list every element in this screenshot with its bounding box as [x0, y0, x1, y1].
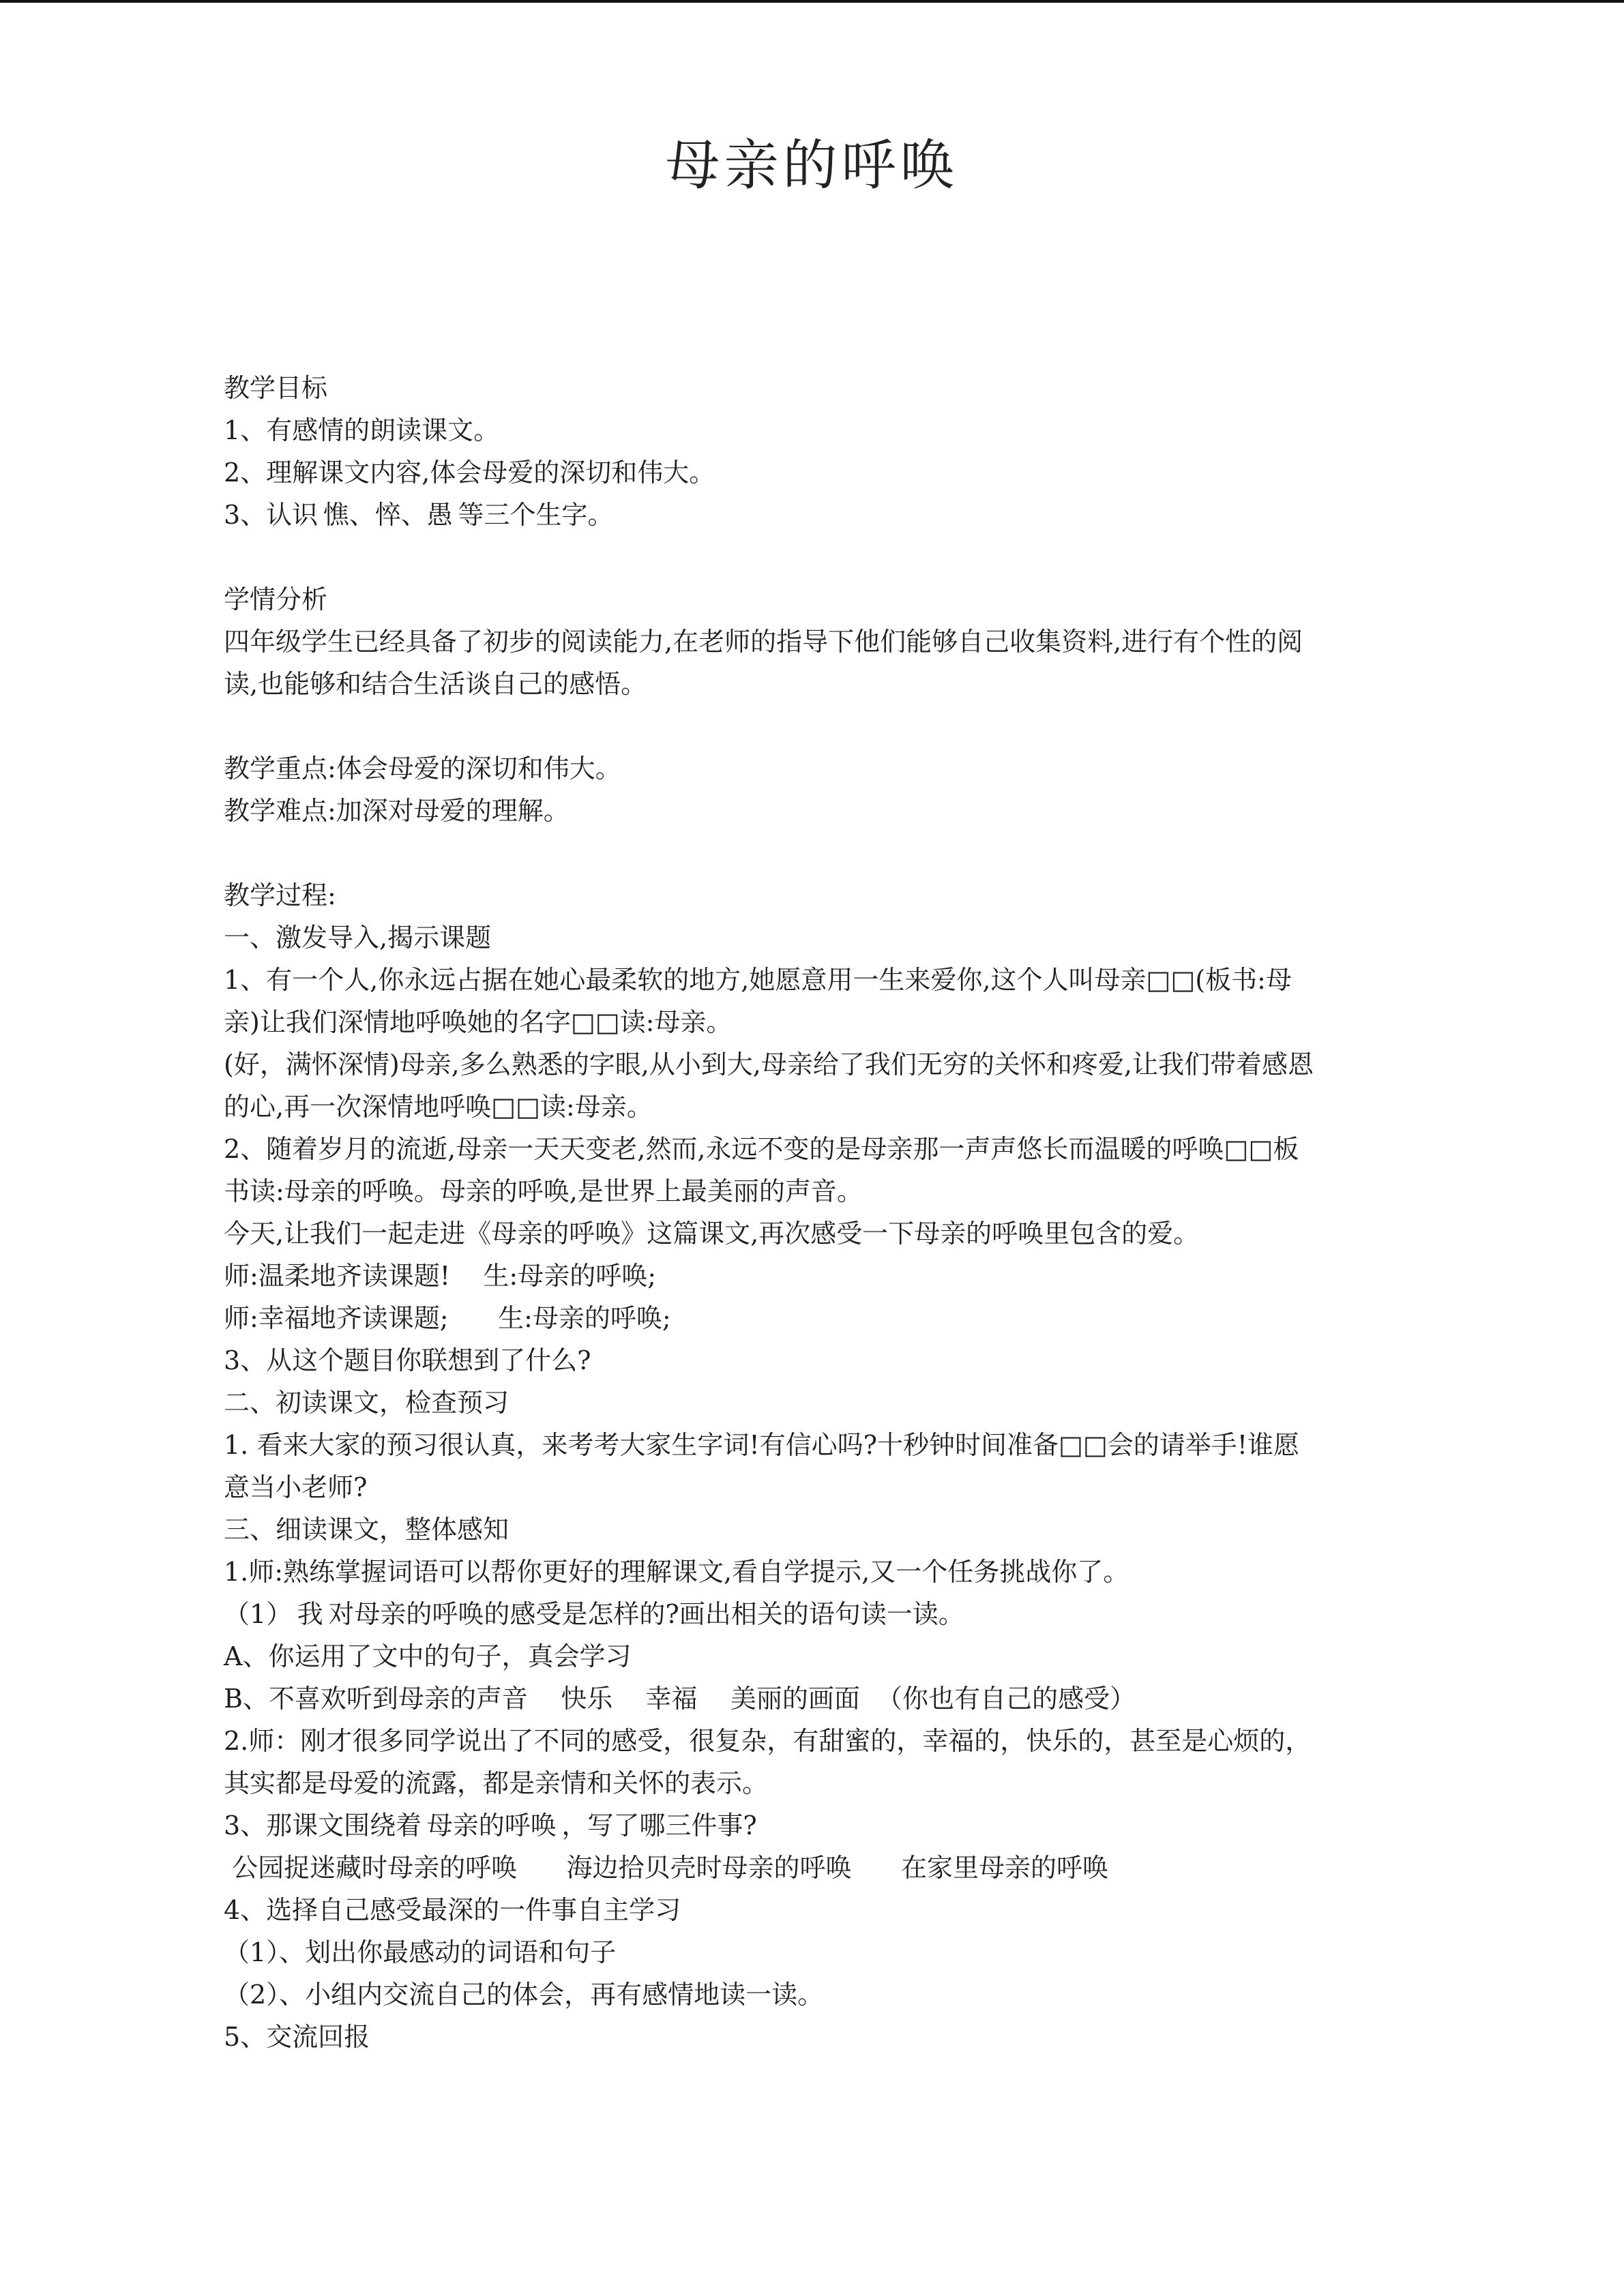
paragraph-line: （1）、划出你最感动的词语和句子 — [224, 1937, 617, 1967]
dialogue-line: 师:幸福地齐读课题; 生:母亲的呼唤; — [224, 1303, 671, 1333]
section-heading-objectives: 教学目标 — [224, 373, 328, 403]
document-title: 母亲的呼唤 — [665, 134, 959, 197]
paragraph-line: (好，满怀深情)母亲,多么熟悉的字眼,从小到大,母亲给了我们无穷的关怀和疼爱,让我们带着感恩 — [224, 1049, 1314, 1079]
blank-line — [224, 536, 1424, 578]
section-heading-process: 教学过程: — [224, 880, 336, 910]
subsection-heading: 二、初读课文，检查预习 — [224, 1388, 510, 1418]
paragraph-line: 读,也能够和结合生活谈自己的感悟。 — [224, 669, 647, 699]
paragraph-line: 2、随着岁月的流逝,母亲一天天变老,然而,永远不变的是母亲那一声声悠长而温暖的呼唤□□板 — [224, 1134, 1299, 1164]
page-top-border — [0, 0, 1624, 3]
paragraph-line: 四年级学生已经具备了初步的阅读能力,在老师的指导下他们能够自己收集资料,进行有个性的阅 — [224, 627, 1303, 657]
paragraph-line: A、你运用了文中的句子，真会学习 — [224, 1641, 632, 1671]
document-body — [224, 367, 1424, 2058]
difficulty-line: 教学难点:加深对母爱的理解。 — [224, 796, 570, 826]
paragraph-line: 意当小老师? — [224, 1472, 368, 1502]
objective-item: 3、认识 憔、悴、愚 等三个生字。 — [224, 500, 614, 530]
objective-item: 2、理解课文内容,体会母爱的深切和伟大。 — [224, 458, 715, 488]
key-point-line: 教学重点:体会母爱的深切和伟大。 — [224, 754, 621, 784]
paragraph-line: B、不喜欢听到母亲的声音 快乐 幸福 美丽的画面 （你也有自己的感受） — [224, 1684, 1136, 1714]
paragraph-line: 的心,再一次深情地呼唤□□读:母亲。 — [224, 1092, 653, 1122]
blank-line — [224, 832, 1424, 874]
dialogue-line: 师:温柔地齐读课题! 生:母亲的呼唤; — [224, 1261, 656, 1291]
paragraph-line: 亲)让我们深情地呼唤她的名字□□读:母亲。 — [224, 1007, 733, 1037]
paragraph-line: 今天,让我们一起走进《母亲的呼唤》这篇课文,再次感受一下母亲的呼唤里包含的爱。 — [224, 1219, 1200, 1249]
subsection-heading: 一、激发导入,揭示课题 — [224, 923, 492, 953]
paragraph-line: 公园捉迷藏时母亲的呼唤 海边拾贝壳时母亲的呼唤 在家里母亲的呼唤 — [224, 1853, 1109, 1883]
paragraph-line: 2.师：刚才很多同学说出了不同的感受，很复杂，有甜蜜的，幸福的，快乐的，甚至是心烦的， — [224, 1726, 1312, 1756]
paragraph-line: 其实都是母爱的流露，都是亲情和关怀的表示。 — [224, 1768, 769, 1798]
subsection-heading: 三、细读课文，整体感知 — [224, 1515, 510, 1545]
paragraph-line: 4、选择自己感受最深的一件事自主学习 — [224, 1895, 681, 1925]
paragraph-line: 1.师:熟练掌握词语可以帮你更好的理解课文,看自学提示,又一个任务挑战你了。 — [224, 1557, 1130, 1587]
paragraph-line: 5、交流回报 — [224, 2022, 370, 2052]
paragraph-line: 3、从这个题目你联想到了什么? — [224, 1345, 591, 1375]
paragraph-line: 3、那课文围绕着 母亲的呼唤 ，写了哪三件事? — [224, 1810, 757, 1840]
paragraph-line: （2）、小组内交流自己的体会，再有感情地读一读。 — [224, 1980, 824, 2010]
paragraph-line: 1. 看来大家的预习很认真，来考考大家生字词!有信心吗?十秒钟时间准备□□会的请举手!谁愿 — [224, 1430, 1300, 1460]
paragraph-line: （1） 我 对母亲的呼唤的感受是怎样的?画出相关的语句读一读。 — [224, 1599, 964, 1629]
paragraph-line: 1、有一个人,你永远占据在她心最柔软的地方,她愿意用一生来爱你,这个人叫母亲□□(板书:母 — [224, 965, 1292, 995]
objective-item: 1、有感情的朗读课文。 — [224, 415, 500, 445]
blank-line — [224, 705, 1424, 747]
paragraph-line: 书读:母亲的呼唤。母亲的呼唤,是世界上最美丽的声音。 — [224, 1176, 863, 1206]
section-heading-analysis: 学情分析 — [224, 584, 328, 614]
